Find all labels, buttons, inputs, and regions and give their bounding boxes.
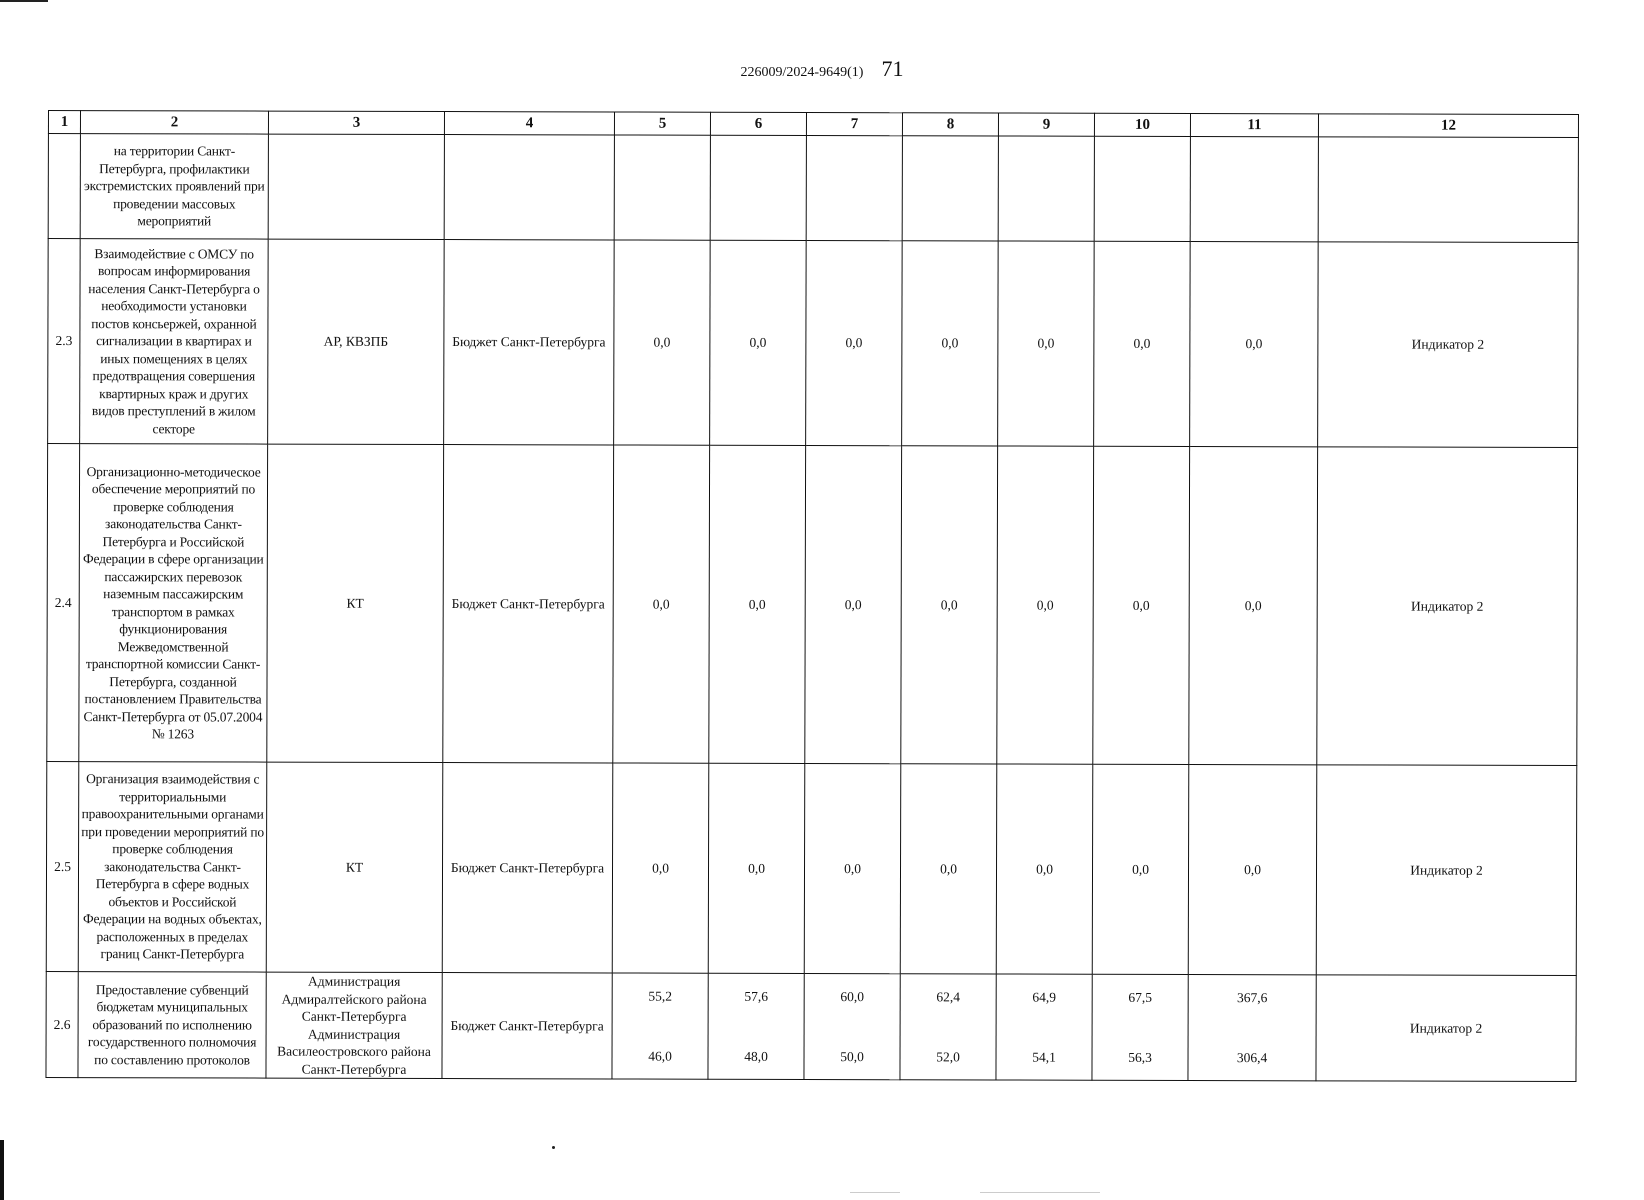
column-header: 1 bbox=[48, 111, 80, 134]
scan-speck bbox=[552, 1146, 555, 1149]
row-value: 0,0 bbox=[1092, 764, 1189, 974]
row-index: 2.3 bbox=[48, 239, 81, 444]
document-number: 226009/2024-9649(1) bbox=[740, 65, 864, 80]
value-district-1: 64,9 bbox=[1032, 989, 1057, 1005]
scan-edge-mark bbox=[0, 1140, 4, 1200]
value-district-2: 48,0 bbox=[744, 1048, 768, 1064]
row-value bbox=[806, 135, 902, 240]
value-district-1: 367,6 bbox=[1236, 989, 1268, 1005]
page-number: 71 bbox=[881, 56, 904, 81]
row-value-pair bbox=[900, 974, 996, 1080]
program-table bbox=[45, 110, 1579, 1082]
scan-speck bbox=[850, 1192, 900, 1193]
row-indicator: Индикатор 2 bbox=[1316, 765, 1577, 976]
column-header: 10 bbox=[1094, 113, 1190, 136]
row-value bbox=[902, 136, 998, 241]
column-header: 4 bbox=[444, 112, 614, 135]
column-header: 11 bbox=[1190, 113, 1318, 136]
table-row bbox=[46, 971, 1576, 1081]
table-row bbox=[48, 239, 1579, 448]
row-value-pair bbox=[708, 973, 804, 1079]
scan-speck bbox=[980, 1192, 1100, 1193]
row-indicator: Индикатор 2 bbox=[1317, 447, 1578, 766]
value-district-1: 55,2 bbox=[648, 988, 673, 1004]
row-funding-source: Бюджет Санкт-Петербурга bbox=[442, 973, 612, 1079]
row-description: на территории Санкт-Петербурга, профилактики экстремистских проявлений при проведении массовых мероприятий bbox=[80, 134, 268, 239]
row-value-pair bbox=[612, 973, 708, 1079]
row-value: 0,0 bbox=[709, 445, 806, 763]
row-index: 2.5 bbox=[46, 761, 79, 971]
row-value: 0,0 bbox=[1189, 446, 1318, 764]
row-index: 2.6 bbox=[46, 971, 78, 1077]
row-index bbox=[48, 134, 80, 239]
row-executor: КТ bbox=[266, 762, 443, 972]
row-value bbox=[1094, 136, 1190, 241]
row-value bbox=[710, 135, 806, 240]
column-header: 12 bbox=[1318, 114, 1578, 138]
row-value: 0,0 bbox=[1188, 764, 1317, 974]
table-row bbox=[46, 761, 1577, 975]
row-indicator: Индикатор 2 bbox=[1316, 975, 1576, 1082]
row-value: 0,0 bbox=[614, 240, 711, 445]
table-row bbox=[47, 444, 1578, 766]
row-index: 2.4 bbox=[47, 444, 80, 762]
column-header: 9 bbox=[998, 113, 1094, 136]
row-value: 0,0 bbox=[900, 764, 997, 974]
row-value: 0,0 bbox=[1093, 446, 1190, 764]
row-executor: АР, КВЗПБ bbox=[268, 239, 445, 444]
row-executor: КТ bbox=[267, 444, 444, 762]
column-header: 3 bbox=[268, 111, 444, 134]
row-value bbox=[1190, 136, 1318, 241]
row-indicator: Индикатор 2 bbox=[1318, 242, 1579, 448]
column-header: 5 bbox=[614, 112, 710, 135]
value-district-1: 67,5 bbox=[1128, 989, 1153, 1005]
row-value: 0,0 bbox=[901, 446, 998, 764]
row-value: 0,0 bbox=[805, 445, 902, 763]
column-header: 7 bbox=[806, 112, 902, 135]
scan-edge-mark bbox=[0, 0, 48, 2]
value-district-1: 62,4 bbox=[936, 988, 961, 1004]
column-header: 8 bbox=[902, 113, 998, 136]
value-district-1: 60,0 bbox=[840, 988, 865, 1004]
row-value bbox=[614, 135, 710, 240]
row-description: Взаимодействие с ОМСУ по вопросам информирования населения Санкт-Петербурга о необходимости установки постов консьержей, охранной сигнализации в квартирах и иных помещениях в целях предотвращения совершения квартирных краж и других видов преступлений в жилом секторе bbox=[80, 239, 269, 444]
row-value: 0,0 bbox=[902, 241, 999, 446]
row-funding-source bbox=[444, 135, 614, 240]
row-value-pair bbox=[1092, 974, 1188, 1080]
row-value: 0,0 bbox=[612, 763, 709, 973]
row-executor bbox=[268, 134, 444, 239]
row-description: Организационно-методическое обеспечение мероприятий по проверке соблюдения законодательства Санкт-Петербурга и Российской Федерации в сфере организации пассажирских перевозок наземным пассажирским транспортом в рамках функционирования Межведомственной транспортной комиссии Санкт-Петербурга, созданной постановлением Правительства Санкт-Петербурга от 05.07.2004 № 1263 bbox=[79, 444, 268, 762]
row-funding-source: Бюджет Санкт-Петербурга bbox=[444, 240, 615, 445]
row-description: Организация взаимодействия с территориальными правоохранительными органами при проведении мероприятий по проверке соблюдения законодательства Санкт-Петербурга в сфере водных объектов и Российской Федерации на водных объектах, расположенных в пределах границ Санкт-Петербурга bbox=[78, 762, 267, 972]
row-value: 0,0 bbox=[613, 445, 710, 763]
value-district-1: 57,6 bbox=[744, 988, 769, 1004]
row-value: 0,0 bbox=[997, 446, 1094, 764]
value-district-2: 56,3 bbox=[1128, 1049, 1152, 1065]
row-value-pair bbox=[1188, 974, 1316, 1080]
row-value: 0,0 bbox=[804, 763, 901, 973]
column-header: 2 bbox=[80, 111, 268, 134]
value-district-2: 306,4 bbox=[1236, 1050, 1268, 1066]
row-funding-source: Бюджет Санкт-Петербурга bbox=[443, 445, 614, 763]
column-header: 6 bbox=[710, 112, 806, 135]
row-value-pair bbox=[996, 974, 1092, 1080]
row-funding-source: Бюджет Санкт-Петербурга bbox=[442, 763, 613, 973]
value-district-2: 52,0 bbox=[936, 1049, 960, 1065]
table-row bbox=[48, 134, 1578, 243]
row-value: 0,0 bbox=[1190, 241, 1319, 446]
value-district-2: 54,1 bbox=[1032, 1049, 1056, 1065]
row-description: Предоставление субвенций бюджетам муниципальных образований по исполнению государственного полномочия по составлению протоколов bbox=[78, 972, 266, 1078]
row-value: 0,0 bbox=[710, 240, 807, 445]
row-value: 0,0 bbox=[806, 240, 903, 445]
row-executor: Администрация Адмиралтейского района Санкт-Петербурга Администрация Василеостровского района Санкт-Петербурга bbox=[266, 972, 442, 1078]
row-value: 0,0 bbox=[996, 764, 1093, 974]
row-value-pair bbox=[804, 973, 900, 1079]
row-indicator bbox=[1318, 137, 1578, 243]
row-value bbox=[998, 136, 1094, 241]
row-value: 0,0 bbox=[708, 763, 805, 973]
page-header bbox=[0, 56, 1644, 82]
value-district-2: 50,0 bbox=[840, 1049, 864, 1065]
value-district-2: 46,0 bbox=[648, 1048, 672, 1064]
row-value: 0,0 bbox=[998, 241, 1095, 446]
row-value: 0,0 bbox=[1094, 241, 1191, 446]
